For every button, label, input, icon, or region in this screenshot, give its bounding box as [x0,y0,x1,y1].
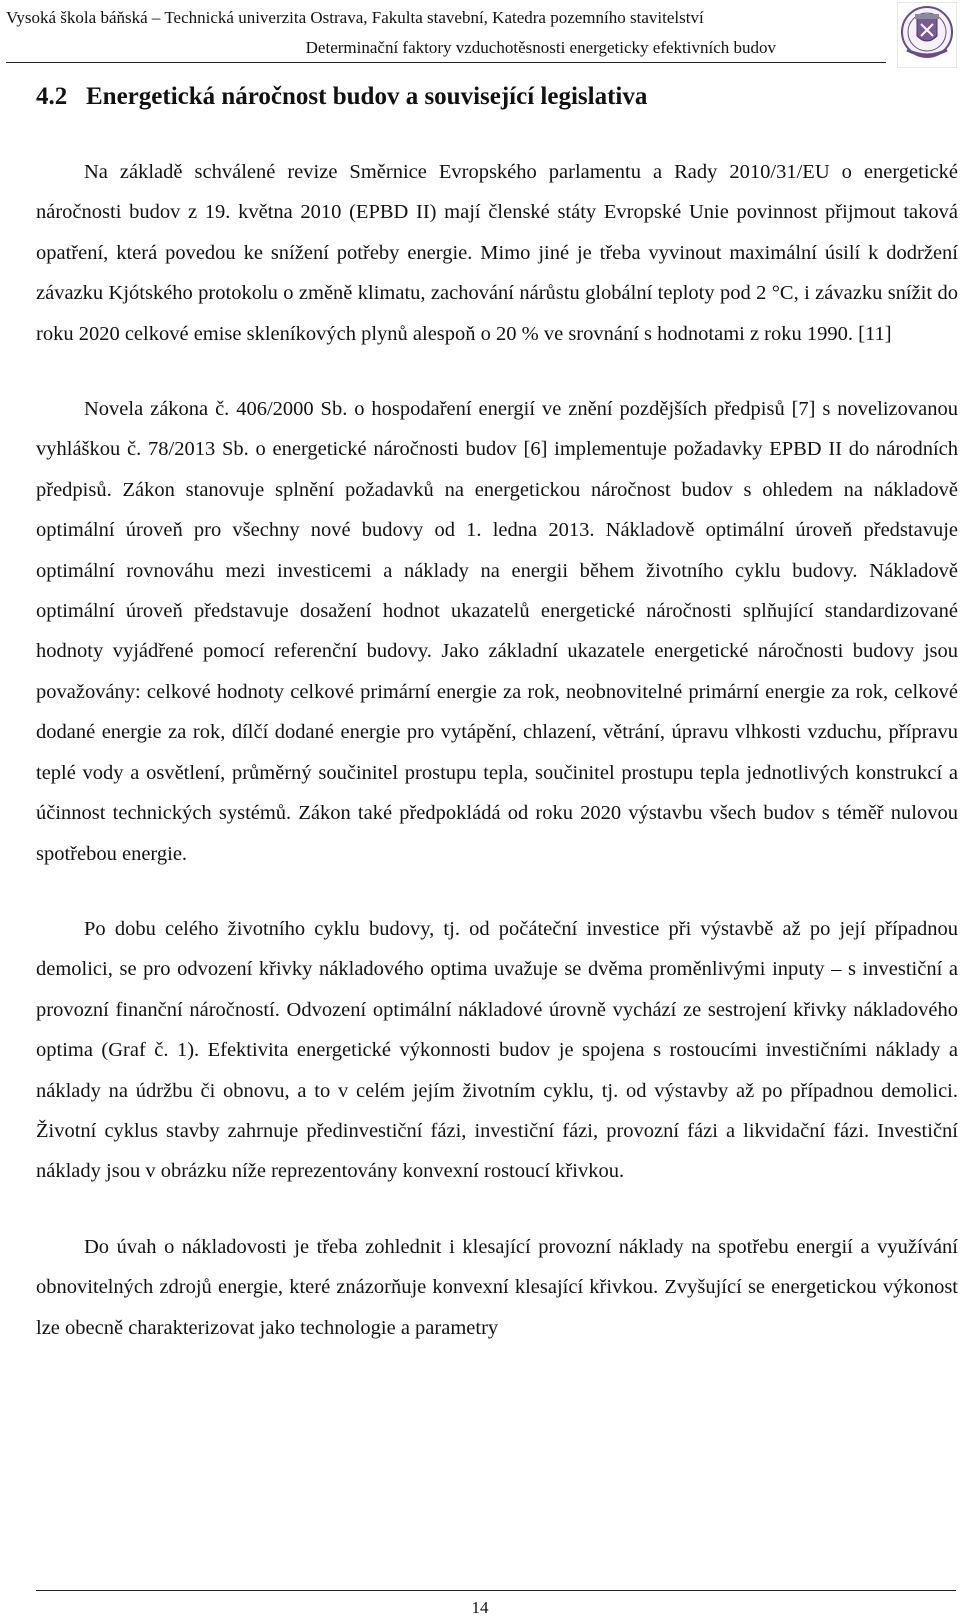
paragraph: Na základě schválené revize Směrnice Evropského parlamentu a Rady 2010/31/EU o energetické náročnosti budov z 19. května 2010 (EPBD II) mají členské státy Evropské Unie povinnost přijmout taková opatření, která povedou ke snížení potřeby energie. Mimo jiné je třeba vyvinout maximální úsilí k dodržení závazku Kjótského protokolu o změně klimatu, zachování nárůstu globální teploty pod 2 °C, i závazku snížit do roku 2020 celkové emise skleníkových plynů alespoň o 20 % ve srovnání s hodnotami z roku 1990. [11] [36,161,958,345]
header-document-title: Determinační faktory vzduchotěsnosti energeticky efektivních budov [305,38,776,57]
section-title: Energetická náročnost budov a související legislativa [86,83,648,110]
page-header [6,6,886,60]
section-number: 4.2 [36,83,68,110]
header-institution: Vysoká škola báňská – Technická univerzita Ostrava, Fakulta stavební, Katedra pozemního stavitelství [6,8,704,27]
header-divider [6,62,886,63]
section-heading [36,82,647,112]
university-seal-icon [897,2,957,68]
paragraph: Novela zákona č. 406/2000 Sb. o hospodaření energií ve znění pozdějších předpisů [7] s novelizovanou vyhláškou č. 78/2013 Sb. o energetické náročnosti budov [6] implementuje požadavky EPBD II do národních předpisů. Zákon stanovuje splnění požadavků na energetickou náročnost budov s ohledem na nákladově optimální úroveň pro všechny nové budovy od 1. ledna 2013. Nákladově optimální úroveň představuje optimální rovnováhu mezi investicemi a náklady na energii během životního cyklu budovy. Nákladově optimální úroveň představuje dosažení hodnot ukazatelů energetické náročnosti splňující standardizované hodnoty vyjádřené pomocí referenční budovy. Jako základní ukazatele energetické náročnosti budovy jsou považovány: celkové hodnoty celkové primární energie za rok, neobnovitelné primární energie za rok, celkové dodané energie za rok, dílčí dodané energie pro vytápění, chlazení, větrání, úpravu vlhkosti vzduchu, přípravu teplé vody a osvětlení, průměrný součinitel prostupu tepla, součinitel prostupu tepla jednotlivých konstrukcí a účinnost technických systémů. Zákon také předpokládá od roku 2020 výstavbu všech budov s téměř nulovou spotřebou energie. [36,398,958,865]
document-body [36,152,958,1348]
paragraph: Po dobu celého životního cyklu budovy, tj. od počáteční investice při výstavbě až po její případnou demolici, se pro odvození křivky nákladového optima uvažuje se dvěma proměnlivými inputy – s investiční a provozní finanční náročností. Odvození optimální nákladové úrovně vychází ze sestrojení křivky nákladového optima (Graf č. 1). Efektivita energetické výkonnosti budov je spojena s rostoucími investičními náklady a náklady na údržbu či obnovu, a to v celém jejím životním cyklu, tj. od výstavby až po případnou demolici. Životní cyklus stavby zahrnuje předinvestiční fázi, investiční fázi, provozní fázi a likvidační fázi. Investiční náklady jsou v obrázku níže reprezentovány konvexní rostoucí křivkou. [36,917,958,1183]
paragraph: Do úvah o nákladovosti je třeba zohlednit i klesající provozní náklady na spotřebu energií a využívání obnovitelných zdrojů energie, které znázorňuje konvexní klesající křivkou. Zvyšující se energetickou výkonost lze obecně charakterizovat jako technologie a parametry [36,1235,958,1339]
page-number: 14 [471,1598,489,1617]
footer-divider [36,1590,956,1591]
